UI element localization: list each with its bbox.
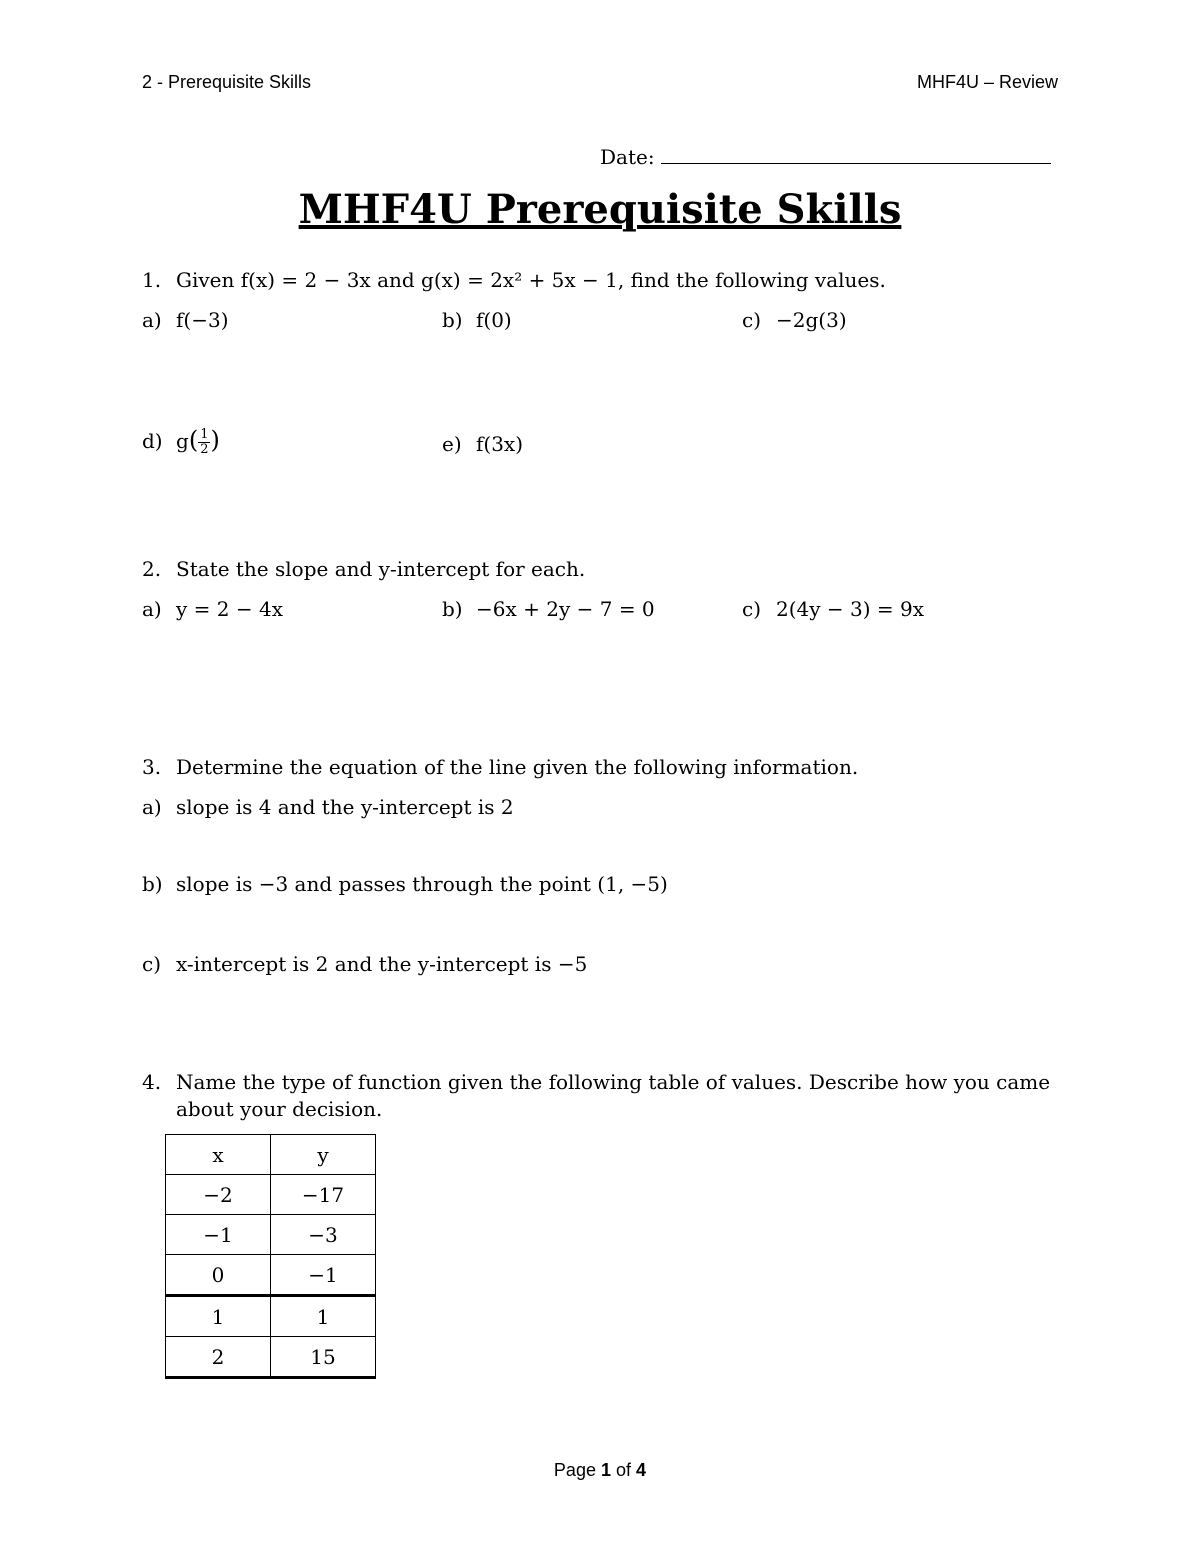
- part-text: f(3x): [476, 432, 524, 456]
- question-1-prompt: [142, 268, 886, 292]
- q3-part-c: [142, 952, 587, 976]
- part-label: c): [742, 308, 762, 332]
- part-text: f(0): [476, 308, 512, 332]
- part-text: slope is 4 and the y-intercept is 2: [176, 795, 514, 819]
- page-title: MHF4U Prerequisite Skills: [298, 186, 902, 233]
- question-number: 2.: [142, 557, 162, 581]
- table-cell: 15: [271, 1337, 376, 1378]
- table-row: [166, 1296, 376, 1337]
- table-cell: 1: [166, 1296, 271, 1337]
- question-text: Determine the equation of the line given the following information.: [176, 755, 859, 779]
- q2-part-b: [442, 597, 655, 621]
- footer-of-word: of: [616, 1460, 632, 1480]
- part-label: b): [442, 597, 463, 621]
- question-3-prompt: [142, 755, 858, 779]
- q1-part-b: [442, 308, 512, 332]
- date-label: Date:: [600, 145, 655, 169]
- part-text: slope is −3 and passes through the point (1, −5): [176, 872, 668, 896]
- table-cell: 0: [166, 1255, 271, 1296]
- table-cell: −3: [271, 1215, 376, 1255]
- part-label: a): [142, 795, 162, 819]
- part-label: b): [142, 872, 163, 896]
- q2-part-c: [742, 597, 924, 621]
- q1-part-e: [442, 432, 523, 456]
- question-number: 3.: [142, 755, 162, 779]
- table-cell: 2: [166, 1337, 271, 1378]
- part-label: c): [142, 952, 162, 976]
- table-cell: −2: [166, 1175, 271, 1215]
- q1-part-c: [742, 308, 847, 332]
- table-header-row: [166, 1135, 376, 1175]
- values-table: [165, 1134, 376, 1379]
- part-label: e): [442, 432, 462, 456]
- part-text: −2g(3): [776, 308, 847, 332]
- part-label: c): [742, 597, 762, 621]
- header-right: MHF4U – Review: [916, 72, 1058, 92]
- table-header-y: y: [271, 1135, 376, 1175]
- part-text: f(−3): [176, 308, 229, 332]
- table-cell: −1: [271, 1255, 376, 1296]
- table-row: [166, 1337, 376, 1378]
- question-4-prompt-cont: about your decision.: [176, 1097, 383, 1121]
- question-text: State the slope and y-intercept for each.: [176, 557, 586, 581]
- table-row: [166, 1215, 376, 1255]
- date-field: [600, 145, 1051, 169]
- question-2-prompt: [142, 557, 585, 581]
- question-text-line-1: Name the type of function given the following table of values. Describe how you came: [176, 1070, 1051, 1094]
- part-label: a): [142, 597, 162, 621]
- header-left: 2 - Prerequisite Skills: [142, 72, 312, 92]
- table-row: [166, 1255, 376, 1296]
- q3-part-b: [142, 872, 668, 896]
- part-text: x-intercept is 2 and the y-intercept is −5: [176, 952, 588, 976]
- table-header-x: x: [166, 1135, 271, 1175]
- question-4-prompt: [142, 1070, 1050, 1094]
- part-label: b): [442, 308, 463, 332]
- question-number: 1.: [142, 268, 162, 292]
- fraction: [198, 428, 210, 457]
- fraction-denominator: 2: [200, 442, 209, 457]
- part-text: g: [176, 429, 189, 453]
- q2-part-a: [142, 597, 283, 621]
- part-label: a): [142, 308, 162, 332]
- question-number: 4.: [142, 1070, 162, 1094]
- q3-part-a: [142, 795, 514, 819]
- date-blank-line: [661, 147, 1051, 164]
- footer-current-page: 1: [600, 1460, 611, 1480]
- q1-part-a: [142, 308, 229, 332]
- table-row: [166, 1175, 376, 1215]
- fraction-numerator: 1: [200, 427, 209, 442]
- part-text: −6x + 2y − 7 = 0: [476, 597, 655, 621]
- table-cell: 1: [271, 1296, 376, 1337]
- table-cell: −17: [271, 1175, 376, 1215]
- page-footer: [0, 1460, 1200, 1481]
- table-cell: −1: [166, 1215, 271, 1255]
- q1-part-d: d) g( $\frac{1}{2}$ ): [142, 426, 220, 457]
- part-text: 2(4y − 3) = 9x: [776, 597, 925, 621]
- footer-page-word: Page: [553, 1460, 596, 1480]
- part-label: d): [142, 429, 163, 453]
- footer-total-pages: 4: [636, 1460, 647, 1480]
- part-text: y = 2 − 4x: [176, 597, 283, 621]
- question-text: Given f(x) = 2 − 3x and g(x) = 2x² + 5x − 1, find the following values.: [176, 268, 886, 292]
